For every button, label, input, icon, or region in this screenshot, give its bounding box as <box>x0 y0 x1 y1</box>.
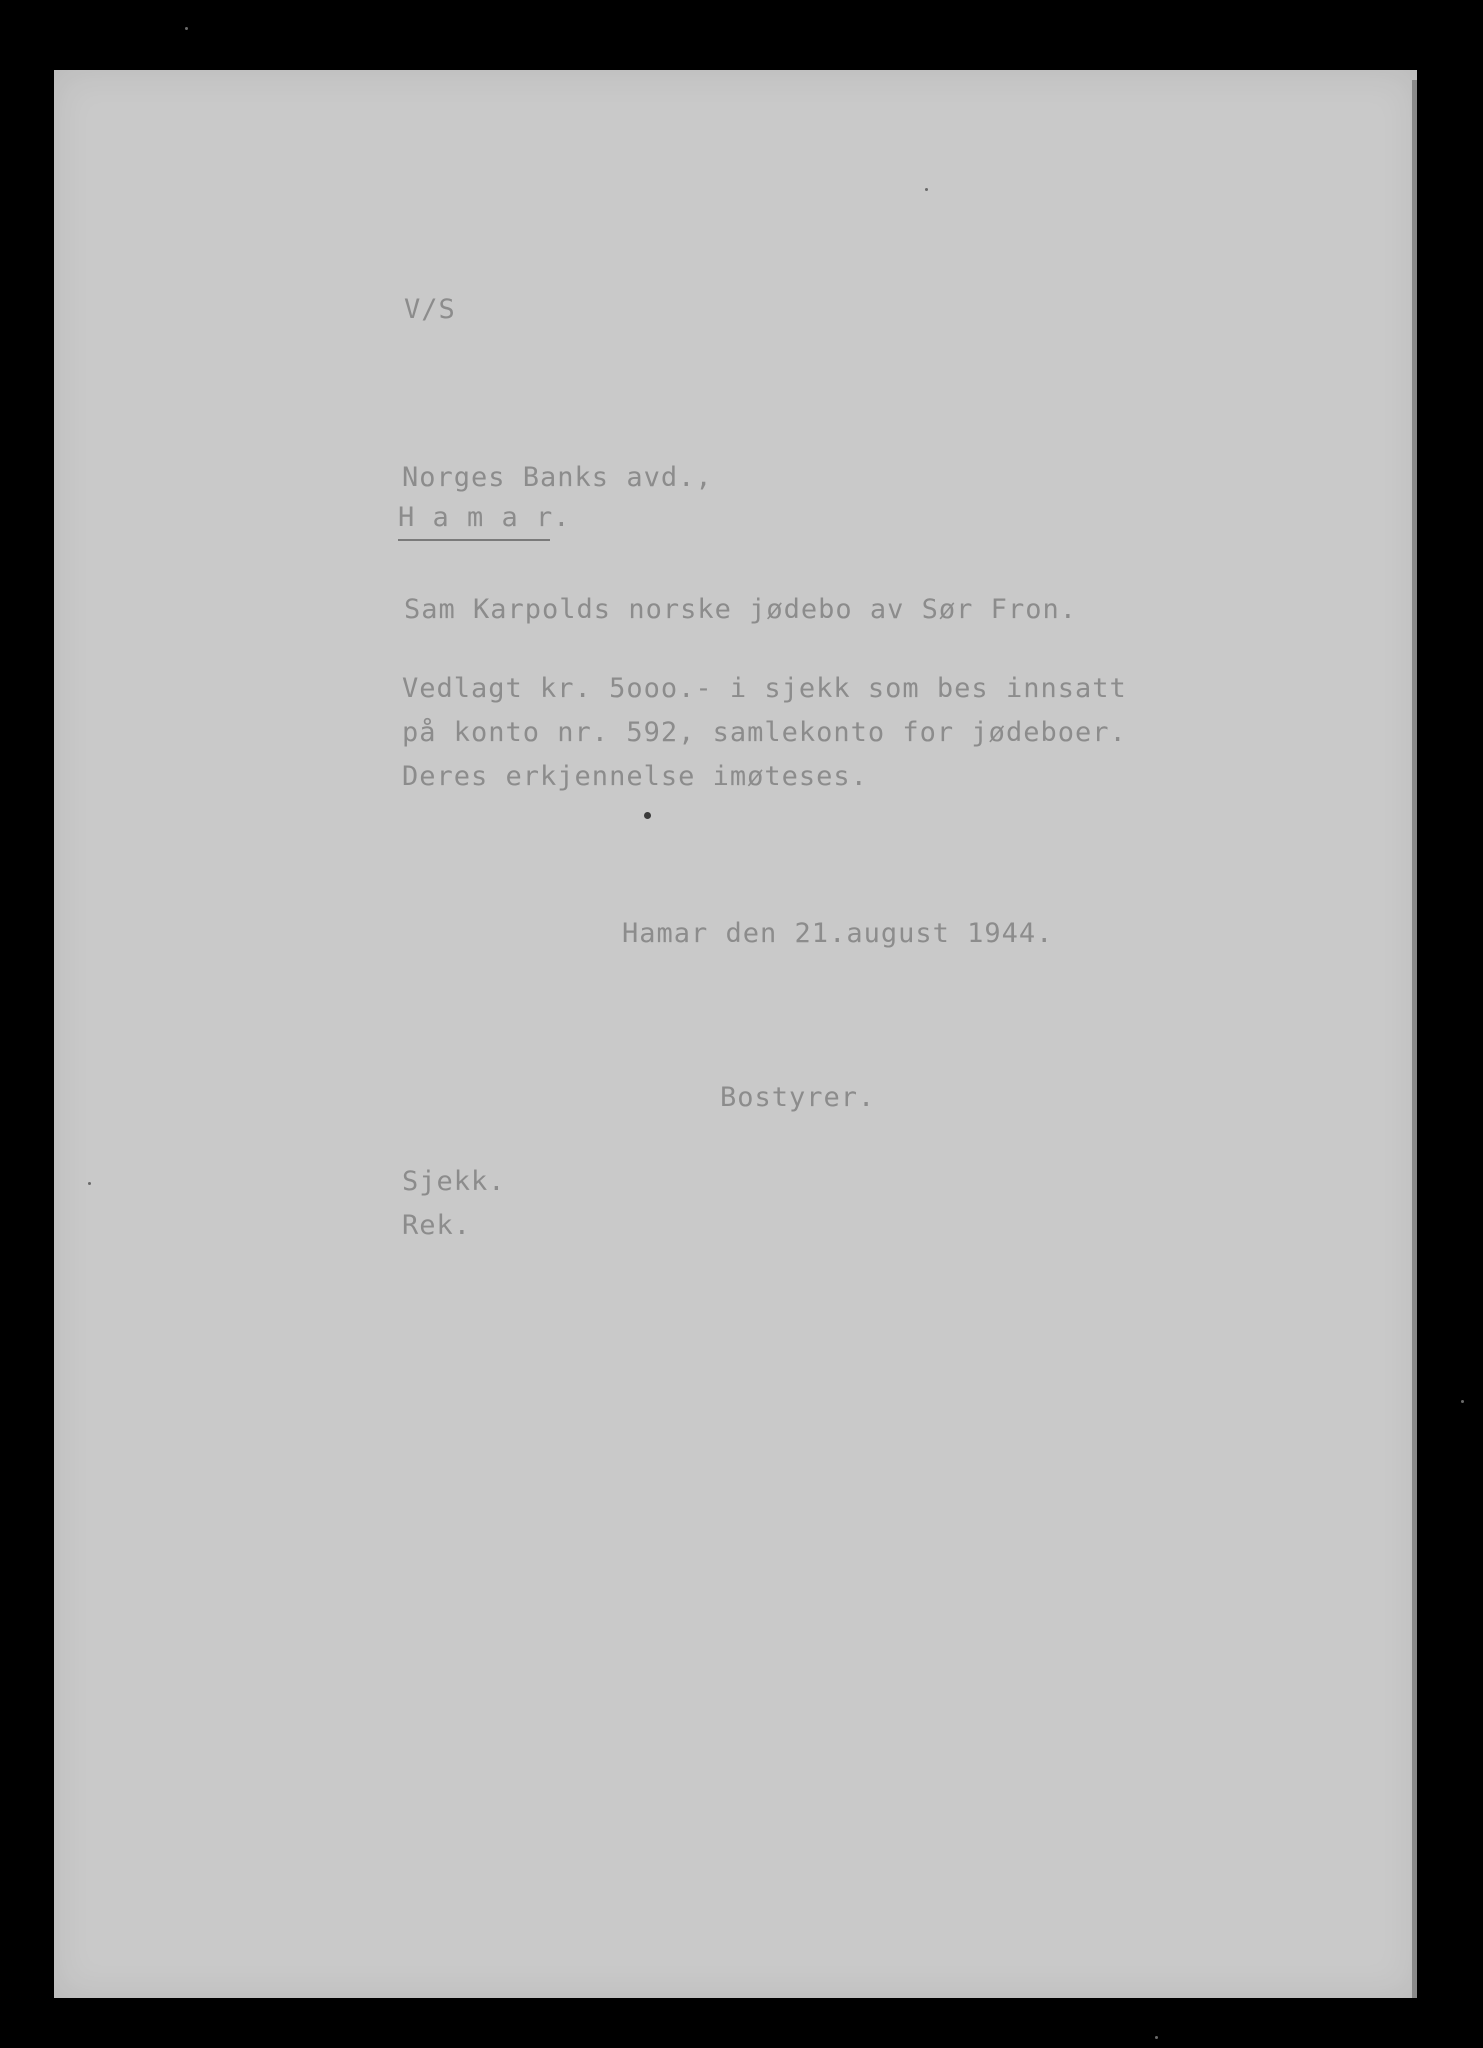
body-line: Vedlagt kr. 5ooo.- i sjekk som bes innsatt <box>402 673 1127 704</box>
recipient-name: Norges Banks avd., <box>402 462 713 493</box>
dust-speck <box>1155 2036 1158 2039</box>
body-line: på konto nr. 592, samlekonto for jødeboer. <box>402 717 1127 748</box>
subject-line: Sam Karpolds norske jødebo av Sør Fron. <box>404 594 1077 625</box>
dust-speck <box>1461 1400 1464 1403</box>
document-page <box>54 70 1417 1998</box>
dust-speck <box>88 1182 91 1185</box>
recipient-place: H a m a r. <box>398 502 571 533</box>
dust-speck <box>185 27 188 30</box>
signature-title: Bostyrer. <box>720 1082 876 1113</box>
recipient-place-underline <box>398 539 550 541</box>
enclosure-item: Rek. <box>402 1210 472 1241</box>
page-edge <box>1412 80 1417 1998</box>
dust-speck <box>925 188 928 191</box>
ink-dot <box>644 812 651 819</box>
date-line: Hamar den 21.august 1944. <box>622 918 1054 949</box>
reference-mark: V/S <box>404 294 456 325</box>
enclosure-item: Sjekk. <box>402 1166 506 1197</box>
body-line: Deres erkjennelse imøteses. <box>402 761 868 792</box>
